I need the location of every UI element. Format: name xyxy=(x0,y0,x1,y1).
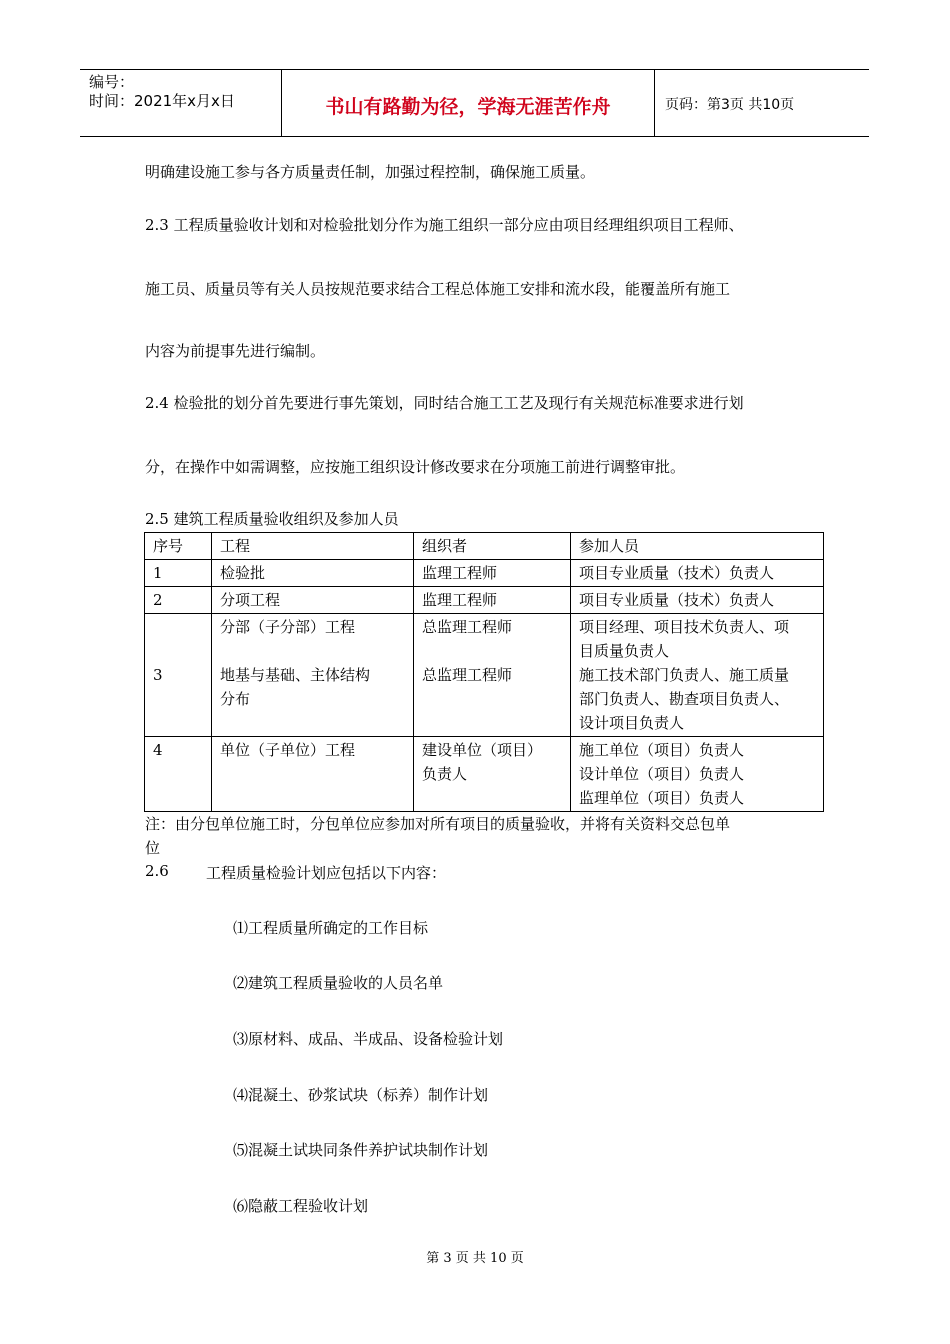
table-cell xyxy=(571,614,824,737)
table-cell: 单位（子单位）工程 xyxy=(212,737,414,812)
table-cell xyxy=(571,737,824,812)
list-item: ⑷混凝土、砂浆试块（标养）制作计划 xyxy=(233,1086,489,1104)
list-item: ⑸混凝土试块同条件养护试块制作计划 xyxy=(233,1141,489,1159)
table-cell: 项目专业质量（技术）负责人 xyxy=(571,587,824,614)
cell-line: 建设单位（项目） xyxy=(422,741,543,759)
table-cell: 4 xyxy=(145,737,212,812)
cell-line: 分部（子分部）工程 xyxy=(220,618,356,636)
cell-line: 监理单位（项目）负责人 xyxy=(579,789,745,807)
cell-line: 总监理工程师 xyxy=(422,666,513,684)
list-item: ⑵建筑工程质量验收的人员名单 xyxy=(233,974,444,992)
table-cell xyxy=(414,614,571,737)
table-row xyxy=(145,560,824,587)
table-note: 注：由分包单位施工时，分包单位应参加对所有项目的质量验收，并将有关资料交总包单 xyxy=(145,815,731,833)
table-row xyxy=(145,614,824,737)
table-cell: 监理工程师 xyxy=(414,587,571,614)
table-cell: 2 xyxy=(145,587,212,614)
table-cell: 1 xyxy=(145,560,212,587)
cell-line: 设计单位（项目）负责人 xyxy=(579,765,745,783)
table-row xyxy=(145,737,824,812)
list-item: ⑹隐蔽工程验收计划 xyxy=(233,1197,369,1215)
table-header-cell: 序号 xyxy=(145,533,212,560)
table-header-cell: 组织者 xyxy=(414,533,571,560)
table-cell xyxy=(414,737,571,812)
table-cell xyxy=(212,614,414,737)
paragraph-line: 明确建设施工参与各方质量责任制，加强过程控制，确保施工质量。 xyxy=(145,163,596,181)
paragraph-line: 2.4 检验批的划分首先要进行事先策划，同时结合施工工艺及现行有关规范标准要求进行划 xyxy=(145,394,744,412)
cell-line: 总监理工程师 xyxy=(422,618,513,636)
table-cell: 3 xyxy=(145,614,212,737)
table-cell: 监理工程师 xyxy=(414,560,571,587)
page-footer: 第 3 页 共 10 页 xyxy=(426,1251,524,1266)
list-item: ⑴工程质量所确定的工作目标 xyxy=(233,919,429,937)
paragraph-line: 分，在操作中如需调整，应按施工组织设计修改要求在分项施工前进行调整审批。 xyxy=(145,458,686,476)
cell-line: 地基与基础、主体结构 xyxy=(220,666,371,684)
paragraph-line: 内容为前提事先进行编制。 xyxy=(145,342,326,360)
table-note: 位 xyxy=(145,839,161,857)
header-motto: 书山有路勤为径，学海无涯苦作舟 xyxy=(325,96,611,118)
header-page-info: 页码：第3页 共10页 xyxy=(665,97,795,113)
paragraph-line: 施工员、质量员等有关人员按规范要求结合工程总体施工安排和流水段，能覆盖所有施工 xyxy=(145,280,731,298)
section-heading: 工程质量检验计划应包括以下内容： xyxy=(206,864,447,882)
table-cell: 分项工程 xyxy=(212,587,414,614)
table-row xyxy=(145,587,824,614)
cell-line: 目质量负责人 xyxy=(579,642,670,660)
table-cell: 项目专业质量（技术）负责人 xyxy=(571,560,824,587)
paragraph-line: 2.3 工程质量验收计划和对检验批划分作为施工组织一部分应由项目经理组织项目工程师、 xyxy=(145,216,744,234)
table-cell: 检验批 xyxy=(212,560,414,587)
table-caption: 2.5 建筑工程质量验收组织及参加人员 xyxy=(145,510,399,528)
time-label: 时间：2021年x月x日 xyxy=(89,92,235,110)
section-number: 2.6 xyxy=(145,862,169,880)
header-divider xyxy=(654,70,655,136)
cell-line: 分布 xyxy=(220,690,251,708)
number-label: 编号： xyxy=(89,73,135,91)
list-item: ⑶原材料、成品、半成品、设备检验计划 xyxy=(233,1030,504,1048)
table-header-cell: 工程 xyxy=(212,533,414,560)
cell-line: 负责人 xyxy=(422,765,468,783)
cell-line: 设计项目负责人 xyxy=(579,714,685,732)
table-header-row xyxy=(145,533,824,560)
acceptance-table xyxy=(144,532,824,812)
cell-line: 项目经理、项目技术负责人、项 xyxy=(579,618,790,636)
table-header-cell: 参加人员 xyxy=(571,533,824,560)
cell-line: 施工单位（项目）负责人 xyxy=(579,741,745,759)
page-header xyxy=(80,69,869,137)
cell-line: 部门负责人、勘查项目负责人、 xyxy=(579,690,790,708)
header-meta xyxy=(89,73,235,111)
cell-line: 施工技术部门负责人、施工质量 xyxy=(579,666,790,684)
